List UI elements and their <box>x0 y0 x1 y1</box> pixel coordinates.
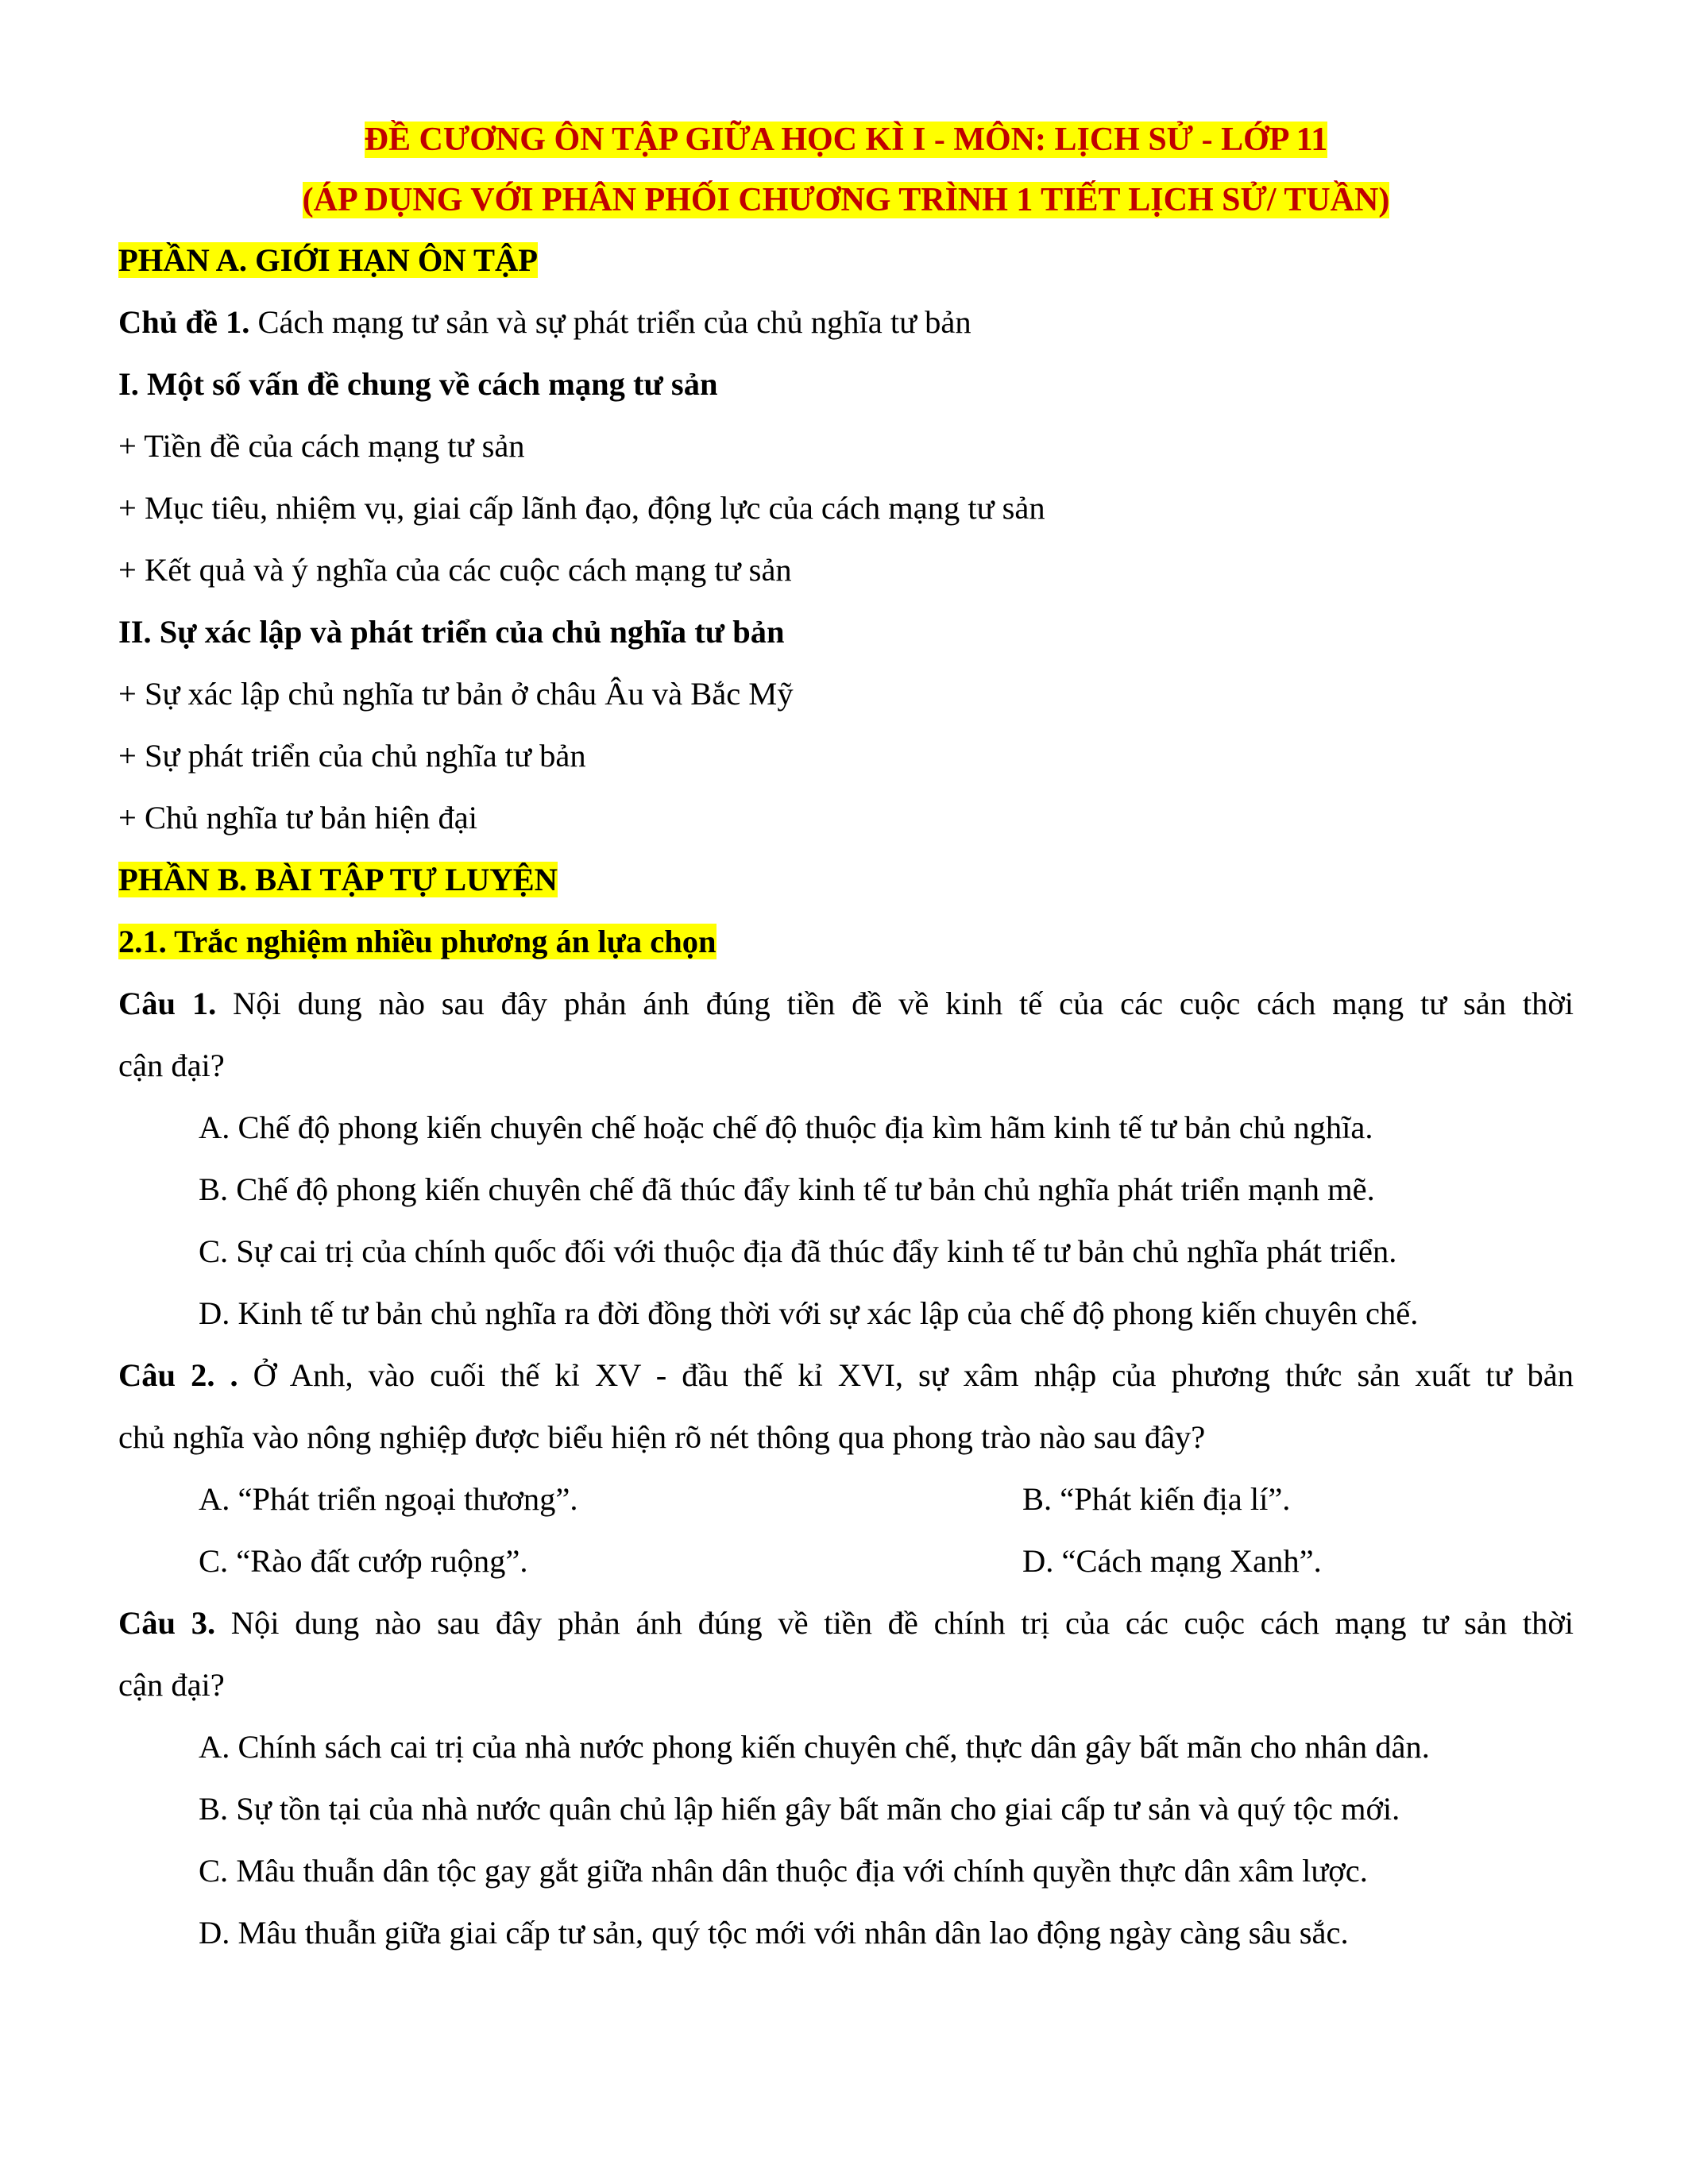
question-1-option-a: A. Chế độ phong kiến chuyên chế hoặc chế độ thuộc địa kìm hãm kinh tế tư bản chủ nghĩa. <box>199 1109 1373 1145</box>
part-b-subheading: 2.1. Trắc nghiệm nhiều phương án lựa chọn <box>118 924 717 959</box>
question-2-option-d: D. “Cách mạng Xanh”. <box>1022 1543 1322 1579</box>
question-2-text: Câu 2. . Ở Anh, vào cuối thế kỉ XV - đầu thế kỉ XVI, sự xâm nhập của phương thức sản xuất tư bản <box>118 1357 1574 1393</box>
question-2-text-cont: chủ nghĩa vào nông nghiệp được biểu hiện rõ nét thông qua phong trào nào sau đây? <box>118 1419 1206 1455</box>
question-1-text: Câu 1. Nội dung nào sau đây phản ánh đúng tiền đề về kinh tế của các cuộc cách mạng tư sản thời <box>118 986 1574 1021</box>
topic-label: Chủ đề 1. <box>118 304 250 340</box>
part-b-heading: PHẦN B. BÀI TẬP TỰ LUYỆN <box>118 862 558 897</box>
question-3-option-d: D. Mâu thuẫn giữa giai cấp tư sản, quý tộc mới với nhân dân lao động ngày càng sâu sắc. <box>199 1915 1349 1951</box>
question-2-option-a: A. “Phát triển ngoại thương”. <box>199 1481 578 1517</box>
question-1-option-b: B. Chế độ phong kiến chuyên chế đã thúc đẩy kinh tế tư bản chủ nghĩa phát triển mạnh mẽ. <box>199 1171 1375 1207</box>
question-1-option-c: C. Sự cai trị của chính quốc đối với thuộc địa đã thúc đẩy kinh tế tư bản chủ nghĩa phát triển. <box>199 1233 1397 1269</box>
topic-line <box>118 302 1574 343</box>
section-1-heading: I. Một số vấn đề chung về cách mạng tư sản <box>118 366 718 402</box>
question-2-options-row-1 <box>199 1479 1581 1520</box>
question-3-label: Câu 3. <box>118 1605 216 1641</box>
question-1-text-cont: cận đại? <box>118 1048 225 1083</box>
question-2-option-b: B. “Phát kiến địa lí”. <box>1022 1481 1291 1517</box>
question-3-text: Câu 3. Nội dung nào sau đây phản ánh đúng về tiền đề chính trị của các cuộc cách mạng tư sản thời <box>118 1605 1574 1641</box>
section-2-item: + Sự phát triển của chủ nghĩa tư bản <box>118 738 586 774</box>
section-1-item: + Kết quả và ý nghĩa của các cuộc cách mạng tư sản <box>118 552 792 588</box>
question-3-option-c: C. Mâu thuẫn dân tộc gay gắt giữa nhân dân thuộc địa với chính quyền thực dân xâm lược. <box>199 1853 1368 1889</box>
section-2-heading: II. Sự xác lập và phát triển của chủ nghĩa tư bản <box>118 614 785 650</box>
section-1-item: + Tiền đề của cách mạng tư sản <box>118 428 525 464</box>
question-3-text-cont: cận đại? <box>118 1667 225 1703</box>
section-2-item: + Chủ nghĩa tư bản hiện đại <box>118 800 477 835</box>
section-1-item: + Mục tiêu, nhiệm vụ, giai cấp lãnh đạo, động lực của cách mạng tư sản <box>118 490 1045 526</box>
question-2-options-row-2 <box>199 1541 1581 1582</box>
document-title-line2: (ÁP DỤNG VỚI PHÂN PHỐI CHƯƠNG TRÌNH 1 TIẾT LỊCH SỬ/ TUẦN) <box>302 182 1390 218</box>
question-1-label: Câu 1. <box>118 986 217 1021</box>
topic-text: Cách mạng tư sản và sự phát triển của chủ nghĩa tư bản <box>249 304 971 340</box>
part-a-heading: PHẦN A. GIỚI HẠN ÔN TẬP <box>118 242 539 278</box>
question-3-option-a: A. Chính sách cai trị của nhà nước phong kiến chuyên chế, thực dân gây bất mãn cho nhân dân. <box>199 1729 1430 1765</box>
section-2-item: + Sự xác lập chủ nghĩa tư bản ở châu Âu và Bắc Mỹ <box>118 676 794 712</box>
question-2-option-c: C. “Rào đất cướp ruộng”. <box>199 1543 528 1579</box>
question-1-option-d: D. Kinh tế tư bản chủ nghĩa ra đời đồng thời với sự xác lập của chế độ phong kiến chuyên chế. <box>199 1295 1419 1331</box>
question-3-option-b: B. Sự tồn tại của nhà nước quân chủ lập hiến gây bất mãn cho giai cấp tư sản và quý tộc mới. <box>199 1791 1400 1827</box>
document-title-line1: ĐỀ CƯƠNG ÔN TẬP GIỮA HỌC KÌ I - MÔN: LỊCH SỬ - LỚP 11 <box>364 122 1328 158</box>
question-2-label: Câu 2. . <box>118 1357 238 1393</box>
